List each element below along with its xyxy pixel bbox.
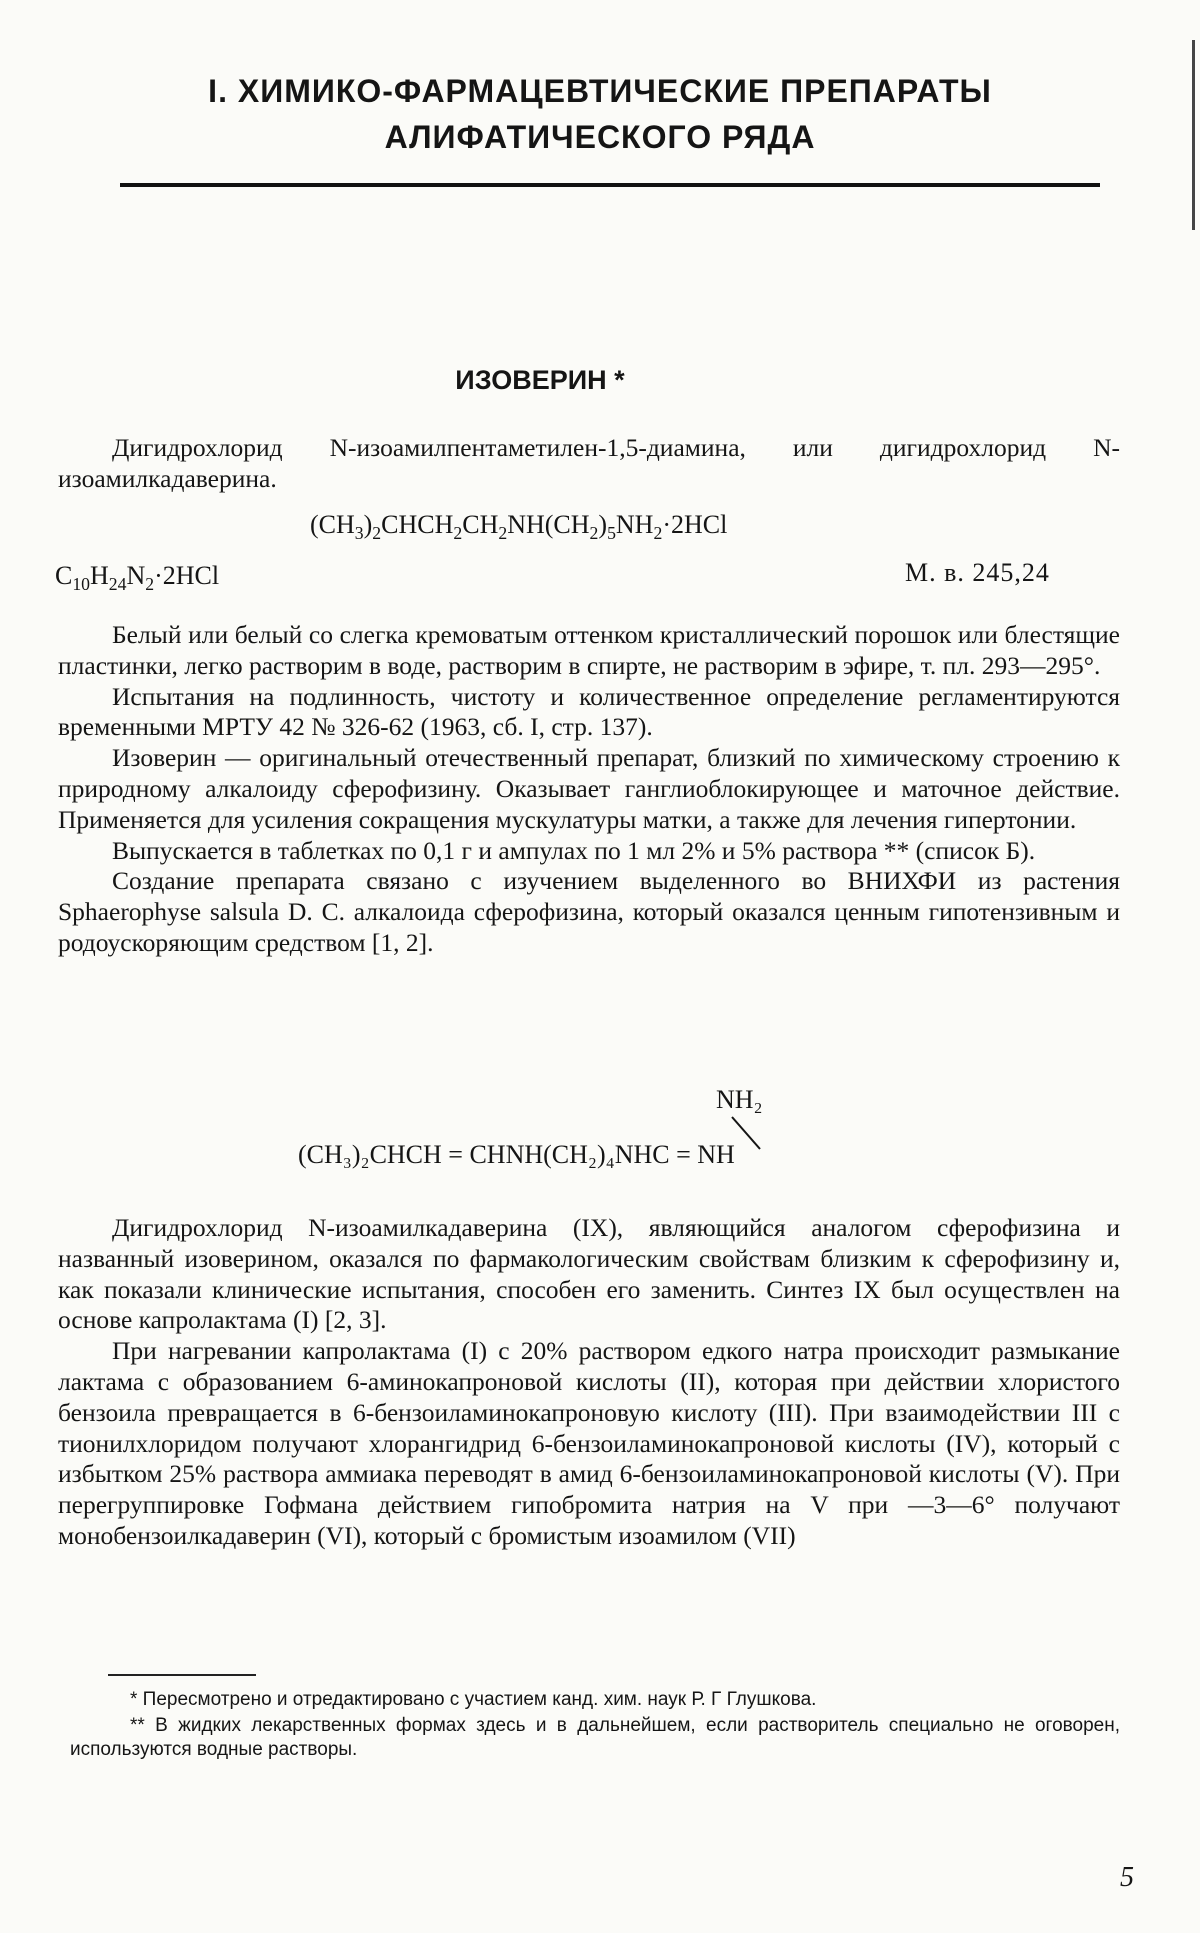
footnote-divider (108, 1674, 256, 1676)
footnotes (70, 1688, 1120, 1764)
body-text-2 (58, 1213, 1120, 1552)
section-title: ИЗОВЕРИН * (455, 365, 625, 395)
chemical-name: Дигидрохлорид N-изоамилпентаметилен-1,5-диамина, или дигидрохлорид N-изоамилкадаверина. (58, 433, 1120, 493)
sphaerophysine-structure (298, 1085, 948, 1195)
paragraph-pharmacology: Изоверин — оригинальный отечественный препарат, близкий по химическому строению к природному алкалоиду сферофизину. Оказывает ганглиоблокирующее и маточное действие. Применяется для усиления сокращения мускулатуры матки, а также для лечения гипертонии. (58, 743, 1120, 834)
body-text-1 (58, 620, 1120, 959)
molecular-weight: М. в. 245,24 (905, 558, 1050, 587)
chemical-name-block (58, 433, 1120, 495)
footnote-1: * Пересмотрено и отредактировано с участием канд. хим. наук Р. Г Глушкова. (130, 1689, 817, 1710)
chapter-title-line2: АЛИФАТИЧЕСКОГО РЯДА (384, 119, 816, 155)
chapter-title (120, 68, 1080, 160)
structural-formula: $(CH_3)_2CHCH_2CH_2NH(CH_2)_5NH_2\cdot 2HCl$ (310, 510, 728, 544)
paragraph-tests: Испытания на подлинность, чистоту и количественное определение регламентируются временными МРТУ 42 № 326-62 (1963, сб. I, стр. 137). (58, 681, 1120, 742)
page-number: 5 (1120, 1862, 1134, 1893)
paragraph-history: Создание препарата связано с изучением выделенного во ВНИХФИ из растения Sphaerophyse salsula D. C. алкалоида сферофизина, который оказался ценным гипотензивным и родоускоряющим средством [1, 2]. (58, 866, 1120, 957)
footnote-2: ** В жидких лекарственных формах здесь и в дальнейшем, если растворитель специально не оговорен, используются водные растворы. (70, 1715, 1120, 1760)
chapter-divider (120, 183, 1100, 187)
structure-main-chain: (CH₃)₂CHCH = CHNH(CH₂)₄NHC = NH (298, 1140, 735, 1169)
paragraph-dosage: Выпускается в таблетках по 0,1 г и ампулах по 1 мл 2% и 5% раствора ** (список Б). (112, 835, 1036, 865)
paragraph-synthesis: При нагревании капролактама (I) с 20% раствором едкого натра происходит размыкание лактама с образованием 6-аминокапроновой кислоты (II), которая при действии хлористого бензоила превращается в 6-бензоиламинокапроновую кислоту (III). При взаимодействии III с тионилхлоридом получают хлорангидрид 6-бензоиламинокапроновой кислоты (IV), который с избытком 25% раствора аммиака переводят в амид 6-бензоиламинокапроновой кислоты (V). При перегруппировке Гофмана действием гипобромита натрия на V при —3—6° получают монобензоилкадаверин (VI), который с бромистым изоамилом (VII) (58, 1336, 1120, 1550)
paragraph-description: Белый или белый со слегка кремоватым оттенком кристаллический порошок или блестящие пластинки, легко растворим в воде, растворим в спирте, не растворим в эфире, т. пл. 293—295°. (58, 620, 1120, 680)
paragraph-isoverine: Дигидрохлорид N-изоамилкадаверина (IX), являющийся аналогом сферофизина и названный изоверином, оказался по фармакологическим свойствам близким к сферофизину и, как показали клинические испытания, способен его заменить. Синтез IX был осуществлен на основе капролактама (I) [2, 3]. (58, 1213, 1120, 1335)
structure-amino-group: NH₂ (716, 1085, 763, 1114)
structure-bond (730, 1115, 770, 1155)
edge-mark (1192, 40, 1195, 230)
chapter-title-line1: I. ХИМИКО-ФАРМАЦЕВТИЧЕСКИЕ ПРЕПАРАТЫ (208, 73, 992, 109)
gross-formula: $C_{10}H_{24}N_2\cdot 2HCl$ (55, 561, 220, 595)
